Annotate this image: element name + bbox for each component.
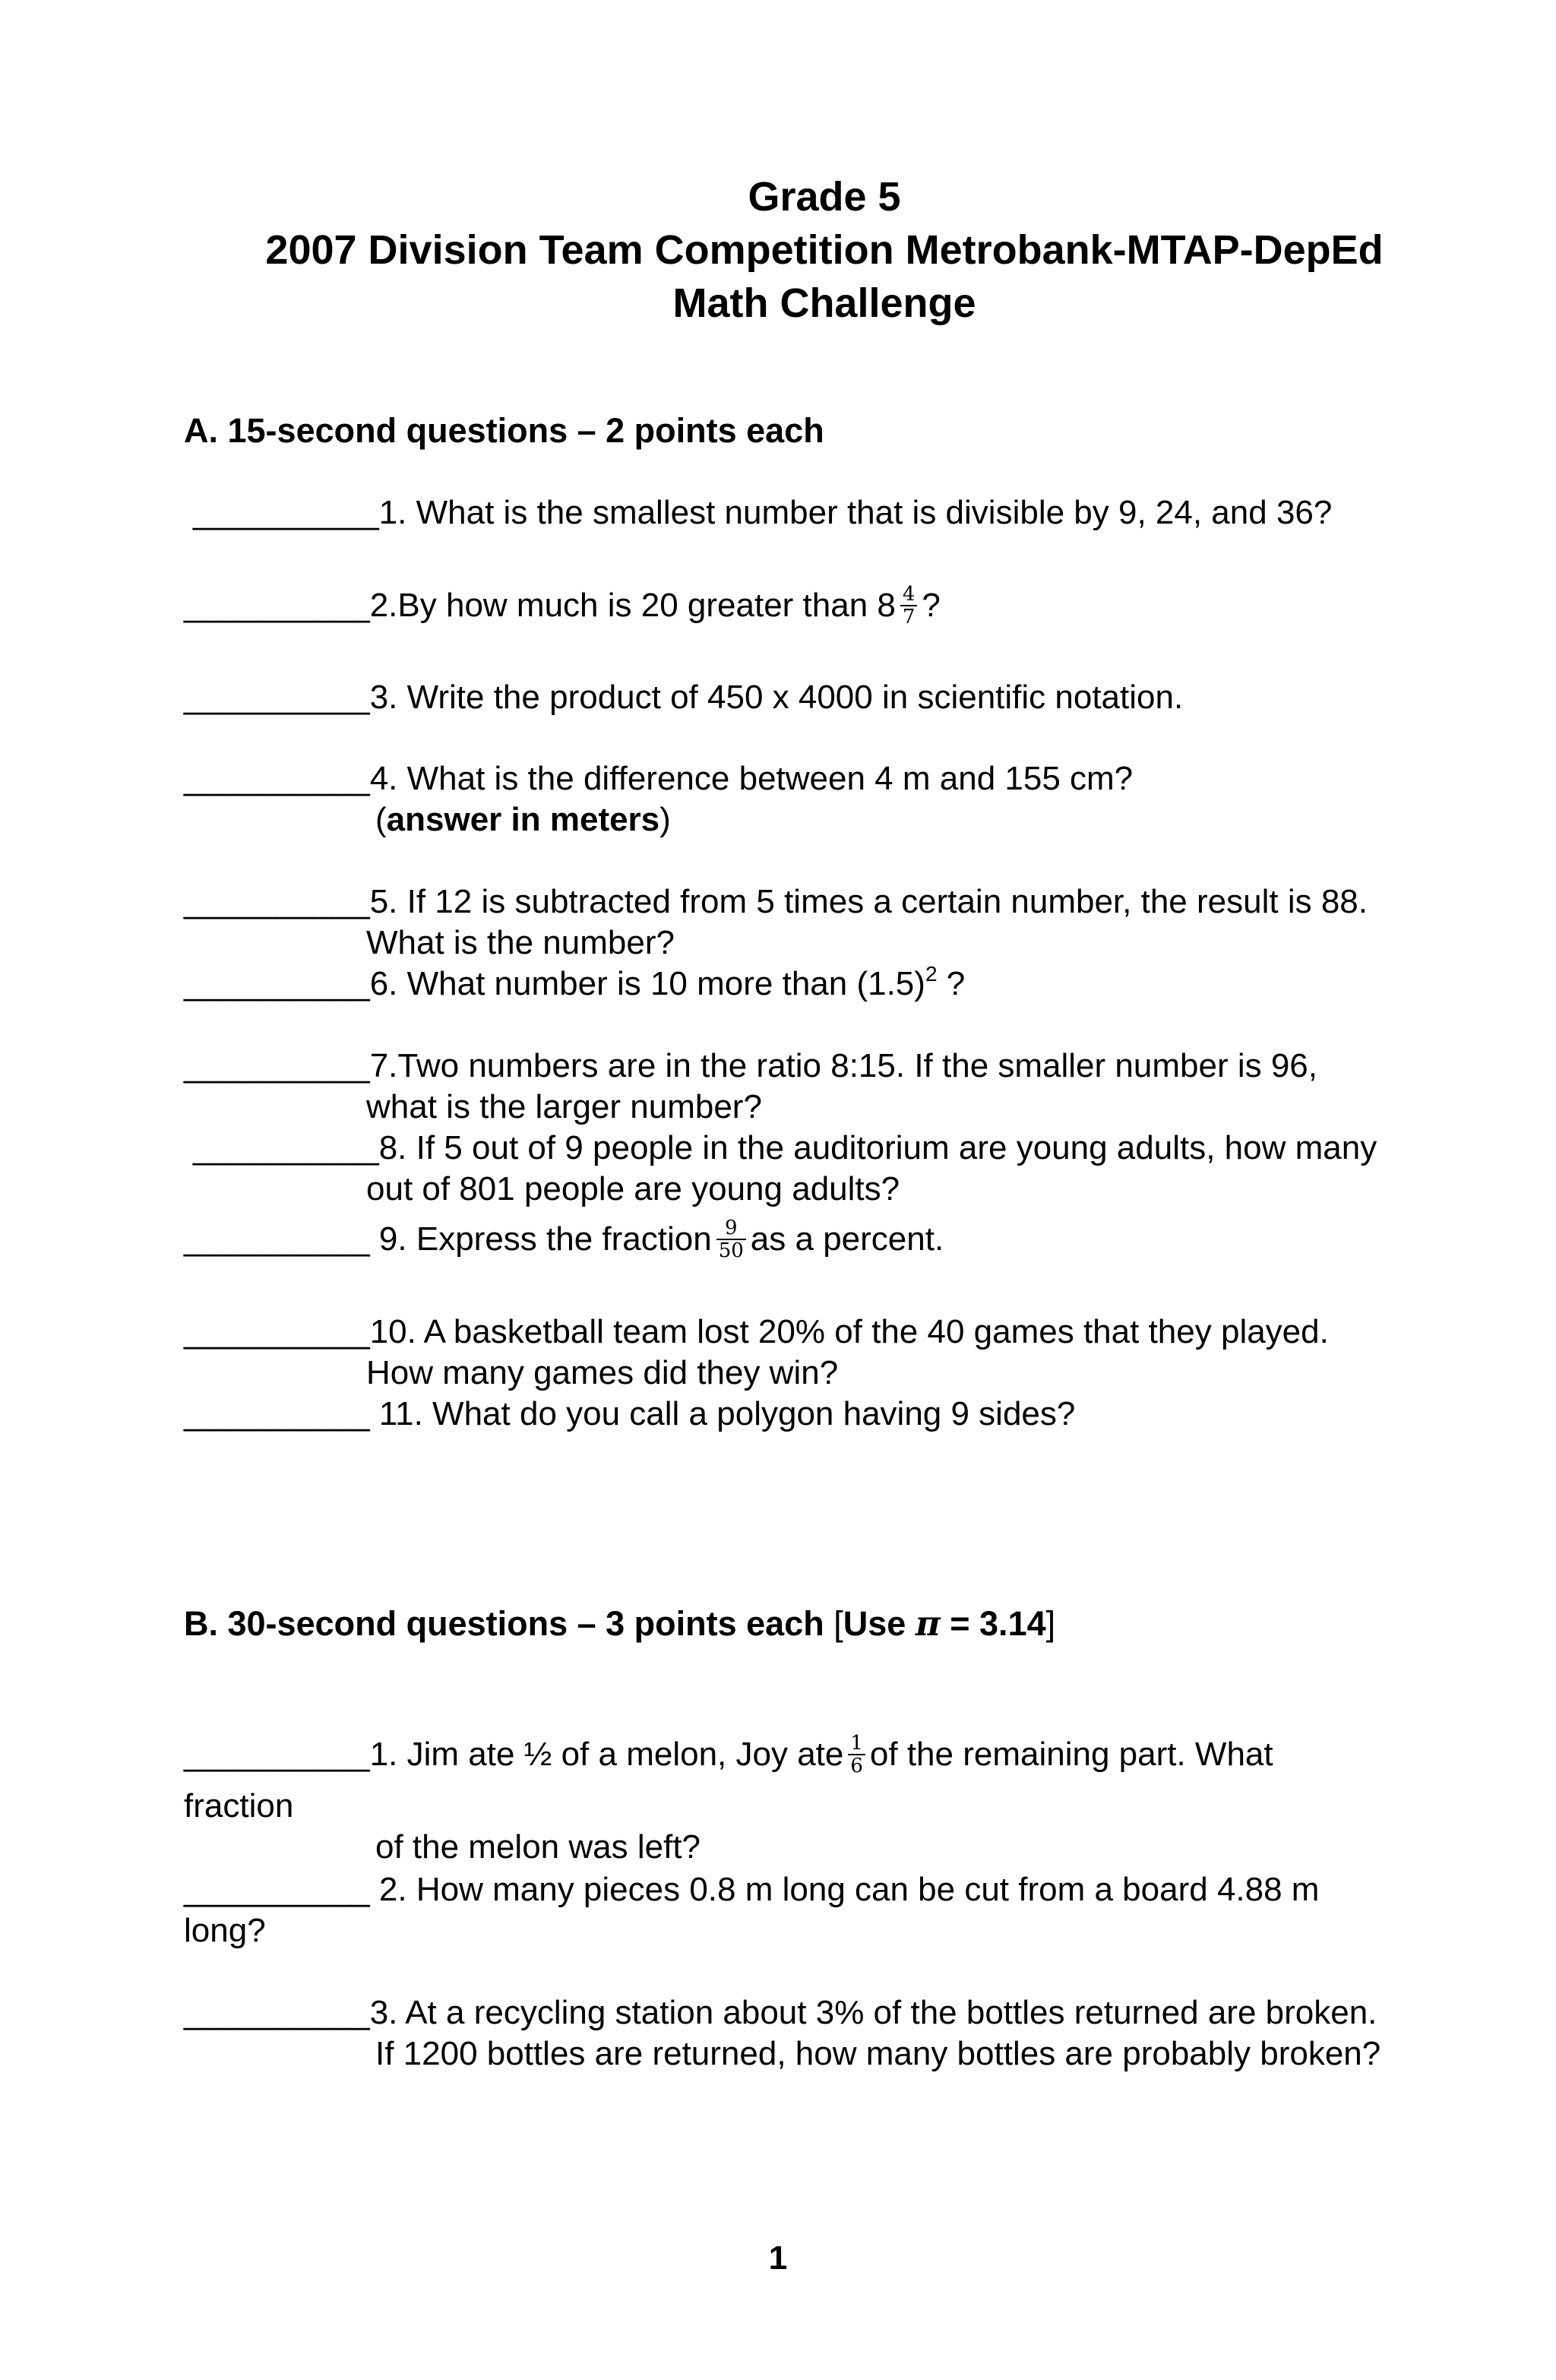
question-a2-text: __________2.By how much is 20 greater than 8 bbox=[184, 587, 896, 624]
use-label: Use bbox=[843, 1604, 916, 1643]
question-a7-line2: what is the larger number? bbox=[366, 1088, 762, 1125]
paren-open: ( bbox=[375, 801, 387, 838]
question-a4-line1: __________4. What is the difference between 4 m and 155 cm? bbox=[184, 760, 1134, 797]
paren-close: ) bbox=[659, 801, 671, 838]
question-a1: __________1. What is the smallest number that is divisible by 9, 24, and 36? bbox=[193, 494, 1333, 531]
fraction-numerator: 4 bbox=[900, 584, 918, 606]
bracket-close: ] bbox=[1045, 1604, 1056, 1643]
question-b3-line2: If 1200 bottles are returned, how many bottles are probably broken? bbox=[375, 2035, 1381, 2072]
question-a9-end: as a percent. bbox=[750, 1220, 944, 1258]
question-b3-line1: __________3. At a recycling station about 3% of the bottles returned are broken. bbox=[184, 1994, 1377, 2031]
question-a4-note bbox=[375, 799, 671, 840]
title-competition: 2007 Division Team Competition Metrobank-MTAP-DepEd bbox=[265, 227, 1384, 273]
title-challenge: Math Challenge bbox=[672, 280, 976, 326]
question-a9-text: __________ 9. Express the fraction bbox=[184, 1220, 712, 1258]
section-b-heading-text: B. 30-second questions – 3 points each bbox=[184, 1604, 834, 1643]
question-a11: __________ 11. What do you call a polygon having 9 sides? bbox=[184, 1395, 1076, 1432]
fraction-numerator: 9 bbox=[716, 1217, 746, 1240]
question-a8-line2: out of 801 people are young adults? bbox=[366, 1170, 900, 1207]
question-a7-line1: __________7.Two numbers are in the ratio 8:15. If the smaller number is 96, bbox=[184, 1047, 1317, 1084]
fraction-1-6 bbox=[848, 1733, 865, 1777]
fraction-denominator: 6 bbox=[850, 1755, 863, 1778]
question-a2 bbox=[184, 585, 941, 629]
question-b1-line2: fraction bbox=[184, 1787, 294, 1825]
question-a9 bbox=[184, 1219, 944, 1263]
fraction-denominator: 50 bbox=[718, 1239, 744, 1263]
question-a10-line1: __________10. A basketball team lost 20% of the 40 games that they played. bbox=[184, 1313, 1329, 1350]
pi-value: = 3.14 bbox=[940, 1604, 1046, 1643]
exponent: 2 bbox=[925, 962, 938, 986]
question-a6-text: __________6. What number is 10 more than (1.5) bbox=[184, 965, 925, 1002]
question-a2-end: ? bbox=[922, 587, 941, 624]
question-b1-text: __________1. Jim ate ½ of a melon, Joy ate bbox=[184, 1736, 844, 1773]
question-b2-line1: __________ 2. How many pieces 0.8 m long can be cut from a board 4.88 m bbox=[184, 1871, 1320, 1908]
fraction-numerator: 1 bbox=[848, 1733, 865, 1755]
question-a3: __________3. Write the product of 450 x 4000 in scientific notation. bbox=[184, 679, 1184, 716]
question-b1-end: of the remaining part. What bbox=[869, 1736, 1273, 1773]
fraction-denominator: 7 bbox=[902, 606, 916, 629]
page-number: 1 bbox=[768, 2239, 788, 2277]
question-b1-line3: of the melon was left? bbox=[375, 1828, 701, 1866]
section-b-heading bbox=[184, 1603, 1055, 1644]
fraction-9-50 bbox=[716, 1217, 746, 1261]
question-a8-line1: __________8. If 5 out of 9 people in the auditorium are young adults, how many bbox=[193, 1129, 1377, 1166]
answer-unit-note: answer in meters bbox=[386, 801, 660, 838]
question-a5-line2: What is the number? bbox=[366, 924, 675, 961]
question-a10-line2: How many games did they win? bbox=[366, 1354, 839, 1391]
question-a6-end: ? bbox=[946, 965, 966, 1002]
question-b2-line2: long? bbox=[184, 1912, 266, 1949]
question-a5-line1: __________5. If 12 is subtracted from 5 times a certain number, the result is 88. bbox=[184, 883, 1368, 920]
section-a-heading: A. 15-second questions – 2 points each bbox=[184, 411, 824, 450]
question-b1-line1 bbox=[184, 1734, 1273, 1778]
title-grade: Grade 5 bbox=[748, 174, 901, 220]
question-a6 bbox=[184, 964, 965, 1005]
bracket-open: [ bbox=[833, 1604, 843, 1643]
fraction-4-7 bbox=[900, 584, 918, 628]
pi-symbol: π bbox=[915, 1603, 941, 1644]
